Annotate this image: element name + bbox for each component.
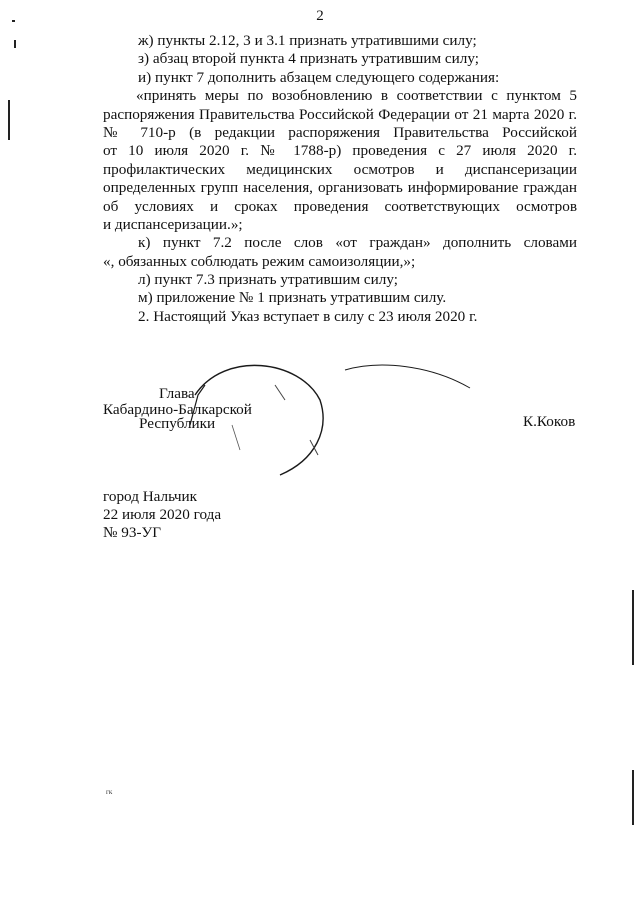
list-item: «, обязанных соблюдать режим самоизоляции,»;: [103, 252, 416, 270]
place: город Нальчик: [103, 488, 198, 505]
quote-line: «принять меры по возобновлению в соответствии с пунктом 5: [136, 87, 577, 105]
quote-line: от 10 июля 2020 г. № 1788-р) проведения с 27 июля 2020 г.: [103, 142, 577, 160]
page-number: 2: [316, 8, 324, 24]
paragraph: 2. Настоящий Указ вступает в силу с 23 июля 2020 г.: [138, 307, 478, 325]
list-item: з) абзац второй пункта 4 признать утратившим силу;: [138, 50, 479, 68]
scan-artifact: [8, 100, 10, 140]
quote-line: распоряжения Правительства Российской Федерации от 21 марта 2020 г.: [103, 105, 577, 123]
signature-title-line: Кабардино-Балкарской: [103, 401, 252, 418]
place-date-block: [103, 488, 221, 542]
list-item: и) пункт 7 дополнить абзацем следующего содержания:: [138, 68, 500, 86]
scan-artifact: [632, 770, 634, 825]
scan-artifact: [12, 20, 15, 22]
list-item: м) приложение № 1 признать утратившим силу.: [138, 289, 447, 307]
quote-line: профилактических медицинских осмотров и диспансеризации: [103, 160, 577, 178]
date: 22 июля 2020 года: [103, 506, 222, 523]
quote-line: и диспансеризации.»;: [103, 215, 243, 233]
list-item: к) пункт 7.2 после слов «от граждан» дополнить словами: [138, 234, 577, 252]
signature-title-line: Республики: [139, 415, 216, 432]
signature-title-line: Глава: [159, 385, 195, 402]
list-item: л) пункт 7.3 признать утратившим силу;: [138, 271, 398, 289]
signatory-name: К.Коков: [523, 413, 576, 430]
quote-line: об условиях и сроках проведения соответствующих осмотров: [103, 197, 577, 215]
quote-line: № 710-р (в редакции распоряжения Правительства Российской: [103, 123, 577, 141]
scan-artifact: [14, 40, 16, 48]
quote-line: определенных групп населения, организовать информирование граждан: [103, 179, 577, 197]
footer-mark: гк: [106, 788, 113, 796]
list-item: ж) пункты 2.12, 3 и 3.1 признать утратившими силу;: [138, 32, 477, 49]
decree-number: № 93-УГ: [103, 524, 162, 541]
scan-artifact: [632, 590, 634, 665]
